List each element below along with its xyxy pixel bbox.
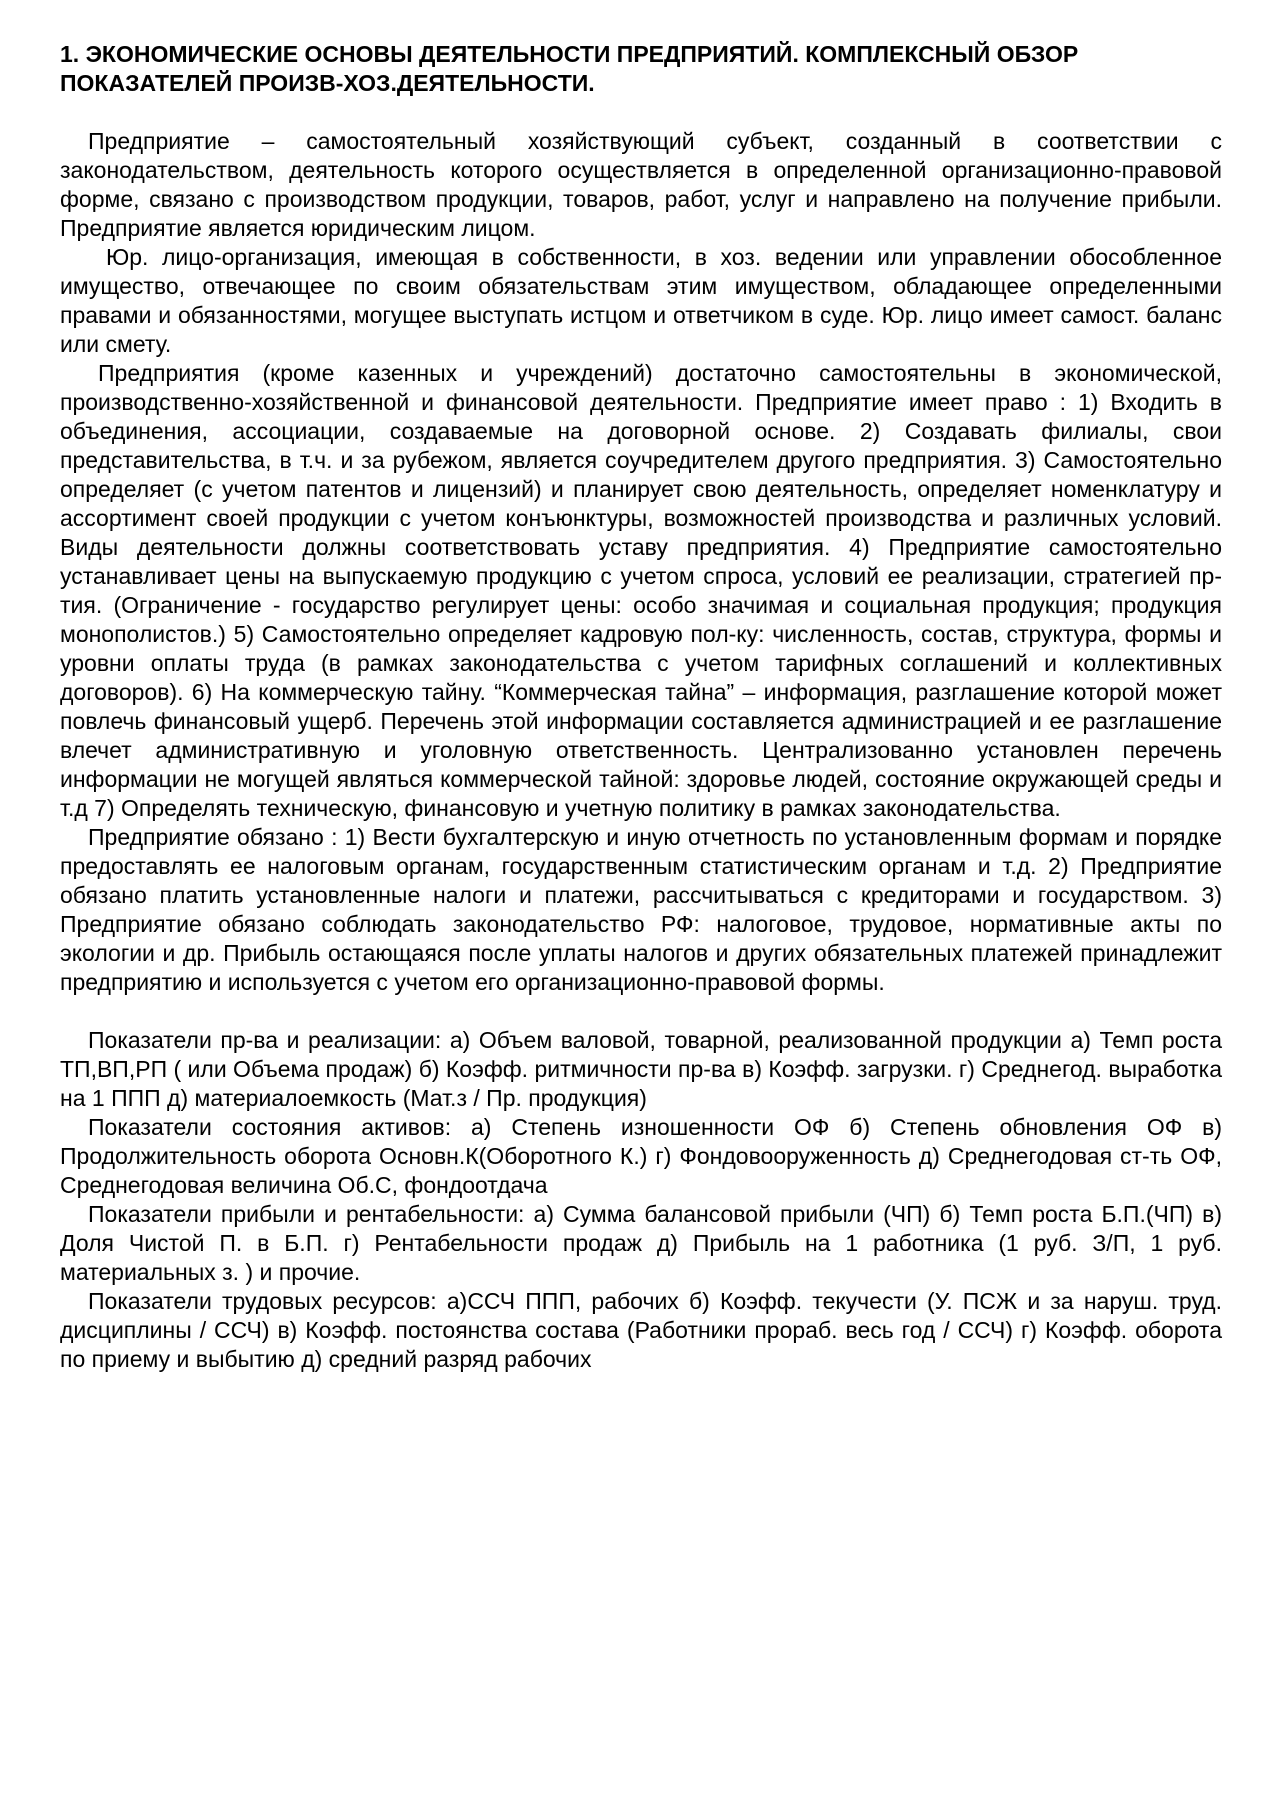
- paragraph-legal-entity: Юр. лицо-организация, имеющая в собственности, в хоз. ведении или управлении обособленное имущество, отвечающее по своим обязательствам этим имуществом, обладающее определенными правами и обязанностями, могущее выступать истцом и ответчиком в суде. Юр. лицо имеет самост. баланс или смету.: [60, 244, 1222, 357]
- paragraph-enterprise-rights: Предприятия (кроме казенных и учреждений) достаточно самостоятельны в экономической, производственно-хозяйственной и финансовой деятельности. Предприятие имеет право : 1) Входить в объединения, ассоциации, создаваемые на договорной основе. 2) Создавать филиалы, свои представительства, в т.ч. и за рубежом, является соучредителем другого предприятия. 3) Самостоятельно определяет (с учетом патентов и лицензий) и планирует свою деятельность, определяет номенклатуру и ассортимент своей продукции с учетом конъюнктуры, возможностей производства и различных условий. Виды деятельности должны соответствовать уставу предприятия. 4) Предприятие самостоятельно устанавливает цены на выпускаемую продукцию с учетом спроса, условий ее реализации, стратегией пр-тия. (Ограничение - государство регулирует цены: особо значимая и социальная продукция; продукция монополистов.) 5) Самостоятельно определяет кадровую пол-ку: численность, состав, структура, формы и уровни оплаты труда (в рамках законодательства с учетом тарифных соглашений и коллективных договоров). 6) На коммерческую тайну. “Коммерческая тайна” – информация, разглашение которой может повлечь финансовый ущерб. Перечень этой информации составляется администрацией и ее разглашение влечет административную и уголовную ответственность. Централизованно установлен перечень информации не могущей являться коммерческой тайной: здоровье людей, состояние окружающей среды и т.д 7) Определять техническую, финансовую и учетную политику в рамках законодательства.: [60, 360, 1222, 821]
- paragraph-production-indicators: Показатели пр-ва и реализации: а) Объем валовой, товарной, реализованной продукции а) Темп роста ТП,ВП,РП ( или Объема продаж) б) Коэфф. ритмичности пр-ва в) Коэфф. загрузки. г) Среднегод. выработка на 1 ППП д) материалоемкость (Мат.з / Пр. продукция): [60, 1027, 1223, 1111]
- paragraph-asset-indicators: Показатели состояния активов: а) Степень изношенности ОФ б) Степень обновления ОФ в) Продолжительность оборота Основн.К(Оборотного К.) г) Фондовооруженность д) Среднегодовая ст-ть ОФ, Среднегодовая величина Об.С, фондоотдача: [60, 1114, 1222, 1198]
- page-title: 1. ЭКОНОМИЧЕСКИЕ ОСНОВЫ ДЕЯТЕЛЬНОСТИ ПРЕДПРИЯТИЙ. КОМПЛЕКСНЫЙ ОБЗОР ПОКАЗАТЕЛЕЙ ПРОИЗВ-ХОЗ.ДЕЯТЕЛЬНОСТИ.: [60, 41, 1079, 96]
- paragraph-enterprise-duties: Предприятие обязано : 1) Вести бухгалтерскую и иную отчетность по установленным формам и порядке предоставлять ее налоговым органам, государственным статистическим органам и т.д. 2) Предприятие обязано платить установленные налоги и платежи, рассчитываться с кредиторами и государством. 3) Предприятие обязано соблюдать законодательство РФ: налоговое, трудовое, нормативные акты по экологии и др. Прибыль остающаяся после уплаты налогов и других обязательных платежей принадлежит предприятию и используется с учетом его организационно-правовой формы.: [60, 824, 1222, 995]
- paragraph-enterprise-definition: Предприятие – самостоятельный хозяйствующий субъект, созданный в соответствии с законодательством, деятельность которого осуществляется в определенной организационно-правовой форме, связано с производством продукции, товаров, работ, услуг и направлено на получение прибыли. Предприятие является юридическим лицом.: [60, 128, 1222, 241]
- paragraph-spacer: [60, 997, 1222, 1026]
- paragraph-profit-indicators: Показатели прибыли и рентабельности: а) Сумма балансовой прибыли (ЧП) б) Темп роста Б.П.(ЧП) в) Доля Чистой П. в Б.П. г) Рентабельности продаж д) Прибыль на 1 работника (1 руб. З/П, 1 руб. материальных з. ) и прочие.: [60, 1201, 1222, 1285]
- paragraph-labor-indicators: Показатели трудовых ресурсов: а)ССЧ ППП, рабочих б) Коэфф. текучести (У. ПСЖ и за наруш. труд. дисциплины / ССЧ) в) Коэфф. постоянства состава (Работники прораб. весь год / ССЧ) г) Коэфф. оборота по приему и выбытию д) средний разряд рабочих: [60, 1288, 1222, 1372]
- document-page: [60, 40, 1222, 1374]
